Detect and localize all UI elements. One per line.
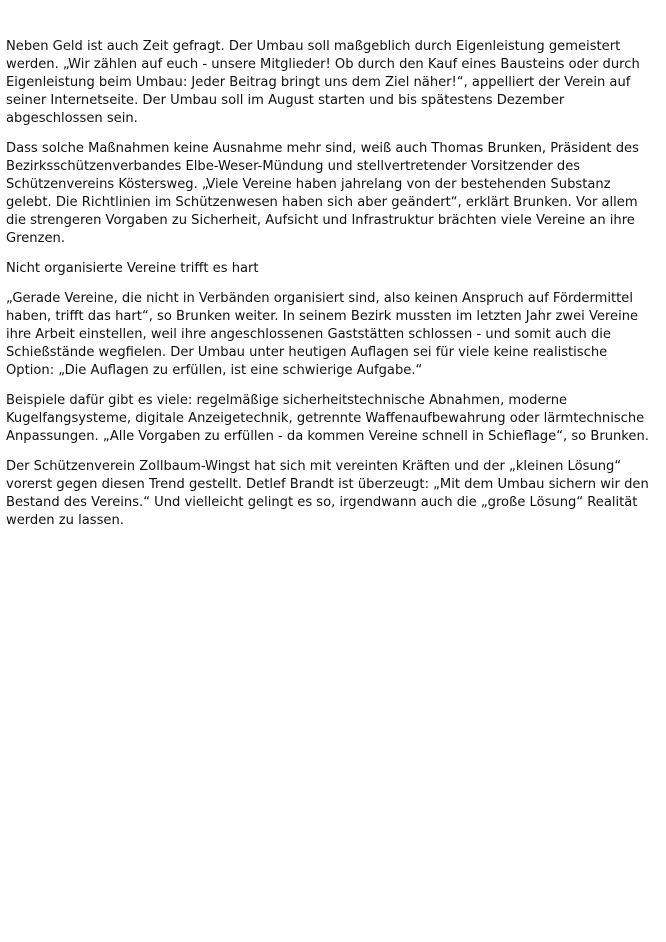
paragraph-volunteer-work: Neben Geld ist auch Zeit gefragt. Der Umbau soll maßgeblich durch Eigenleistung gemeistert werden. „Wir zählen auf euch - unsere Mitglieder! Ob durch den Kauf eines Bausteins oder durch Eigenleistung beim Umbau: Jeder Beitrag bringt uns dem Ziel näher!“, appelliert der Verein auf seiner Internetseite. Der Umbau soll im August starten und bis spätestens Dezember abgeschlossen sein. (6, 39, 640, 126)
paragraph-unorganized-clubs: „Gerade Vereine, die nicht in Verbänden organisiert sind, also keinen Anspruch auf Fördermittel haben, trifft das hart“, so Brunken weiter. In seinem Bezirk mussten im letzten Jahr zwei Vereine ihre Arbeit einstellen, weil ihre angeschlossenen Gaststätten schlossen - und somit auch die Schießstände wegfielen. Der Umbau unter heutigen Auflagen sei für viele keine realistische Option: „Die Auflagen zu erfüllen, ist eine schwierige Aufgabe.“ (6, 291, 639, 378)
paragraph-conclusion: Der Schützenverein Zollbaum-Wingst hat sich mit vereinten Kräften und der „kleinen Lösung“ vorerst gegen diesen Trend gestellt. Detlef Brandt ist überzeugt: „Mit dem Umbau sichern wir den Bestand des Vereins.“ Und vielleicht gelingt es so, irgendwann auch die „große Lösung“ Realität werden zu lassen. (6, 459, 649, 528)
article-body (6, 38, 656, 542)
subheading: Nicht organisierte Vereine trifft es hart (6, 261, 259, 276)
paragraph-examples: Beispiele dafür gibt es viele: regelmäßige sicherheitstechnische Abnahmen, moderne Kugelfangsysteme, digitale Anzeigetechnik, getrennte Waffenaufbewahrung oder lärmtechnische Anpassungen. „Alle Vorgaben zu erfüllen - da kommen Vereine schnell in Schieflage“, so Brunken. (6, 393, 649, 444)
paragraph-brunken-statement: Dass solche Maßnahmen keine Ausnahme mehr sind, weiß auch Thomas Brunken, Präsident des Bezirksschützenverbandes Elbe-Weser-Mündung und stellvertretender Vorsitzender des Schützenvereins Köstersweg. „Viele Vereine haben jahrelang von der bestehenden Substanz gelebt. Die Richtlinien im Schützenwesen haben sich aber geändert“, erklärt Brunken. Vor allem die strengeren Vorgaben zu Sicherheit, Aufsicht und Infrastruktur brächten viele Vereine an ihre Grenzen. (6, 141, 639, 246)
